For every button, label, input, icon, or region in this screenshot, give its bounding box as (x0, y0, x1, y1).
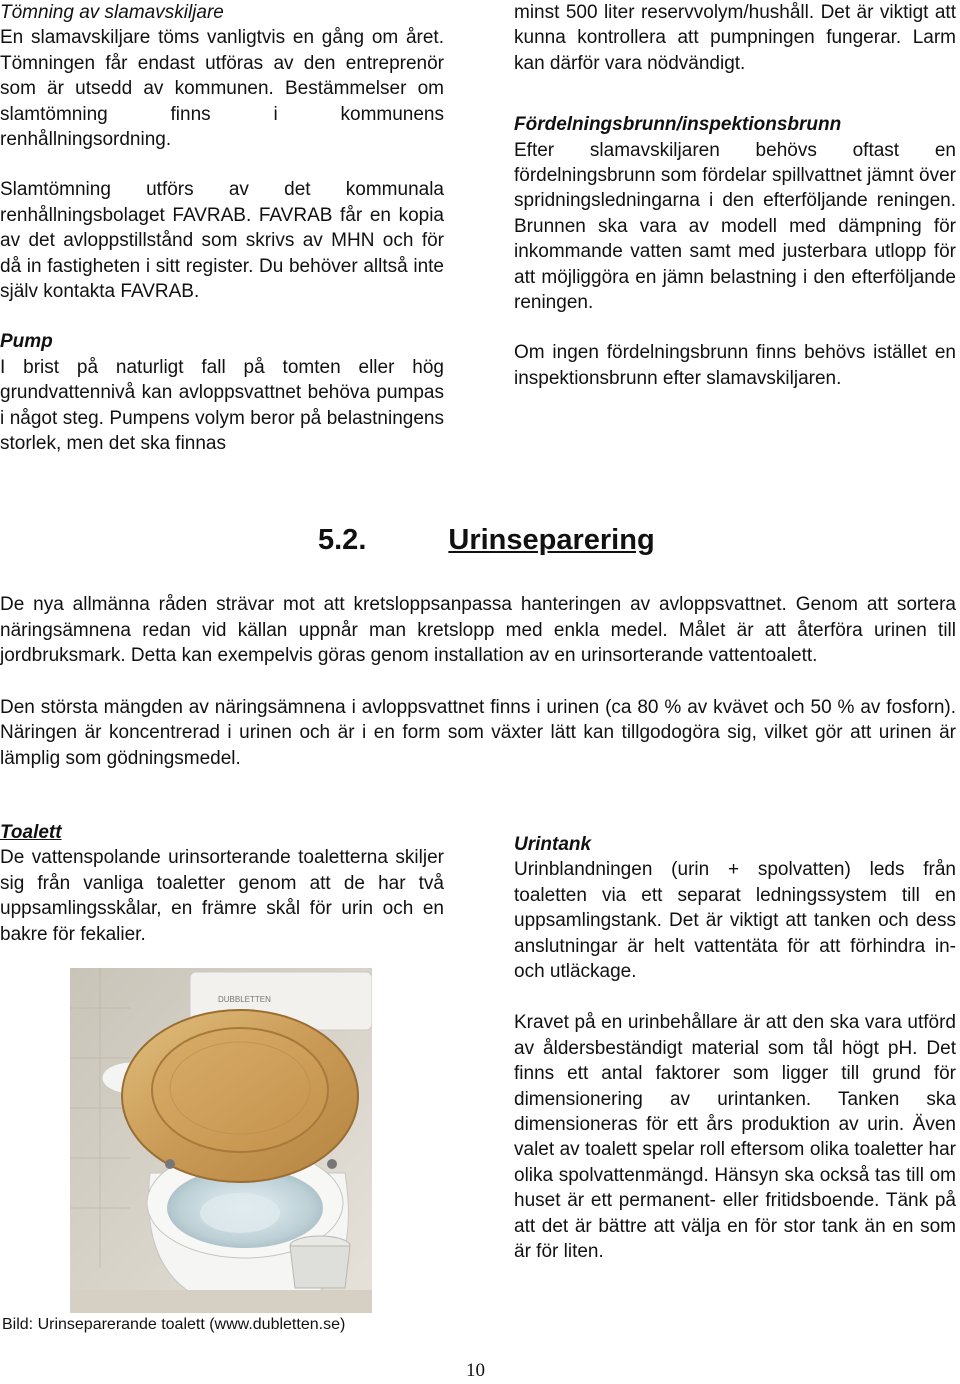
intro-block (0, 592, 956, 772)
inspektion-paragraph: Om ingen fördelningsbrunn finns behövs istället en inspektionsbrunn efter slamavskiljaren. (514, 342, 956, 389)
intro-paragraph: Den största mängden av näringsämnena i avloppsvattnet finns i urinen (ca 80 % av kvävet och 50 % av fosforn). Näringen är koncentrerad i urinen och är i en form som växter lätt kan tillgodogöra sig, vilket gör att urinen är lämplig som gödningsmedel. (0, 696, 956, 769)
urintank-heading: Urintank (514, 834, 592, 855)
tomning-paragraph: En slamavskiljare töms vanligtvis en gång om året. Tömningen får endast utföras av den entreprenör som är utsedd av kommunen. Bestämmelser om slamtömning finns i kommunens renhållningsordning. (0, 27, 444, 151)
sign-text: DUBBLETTEN (218, 995, 271, 1004)
slamtomning-paragraph: Slamtömning utförs av det kommunala renhållningsbolaget FAVRAB. FAVRAB får en kopia av det avloppstillstånd som skrivs av MHN och för då in fastigheten i sitt register. Du behöver alltså inte själv kontakta FAVRAB. (0, 179, 444, 303)
fordelning-heading: Fördelningsbrunn/inspektionsbrunn (514, 114, 842, 136)
right-column (514, 0, 956, 391)
toilet-illustration (70, 968, 372, 1313)
intro-paragraph: De nya allmänna råden strävar mot att kretsloppsanpassa hanteringen av avloppsvattnet. Genom att sortera näringsämnena redan vid källan uppnår man kretslopp med enkla medel. Målet är att återföra urinen till jordbruksmark. Detta kan exempelvis göras genom installation av en urinsorterande vattentoalett. (0, 594, 956, 667)
pump-heading: Pump (0, 331, 53, 353)
toalett-paragraph: De vattenspolande urinsorterande toaletterna skiljer sig från vanliga toaletter genom att de har två uppsamlingsskålar, en främre skål för urin och en bakre för fekalier. (0, 847, 444, 945)
page-number: 10 (466, 1360, 485, 1381)
urintank-paragraph: Urinblandningen (urin + spolvatten) leds från toaletten via ett separat ledningssystem till en uppsamlingstank. Det är viktigt att tanken och dess anslutningar är helt vattentäta för att förhindra in- och utläckage. (514, 859, 956, 983)
tomning-heading: Tömning av slamavskiljare (0, 2, 224, 23)
section-heading (318, 520, 655, 560)
toalett-section (0, 820, 444, 947)
fordelning-paragraph: Efter slamavskiljaren behövs oftast en fördelningsbrunn som fördelar spillvattnet jämnt över spridningsledningarna i den efterföljande reningen. Brunnen ska vara av modell med dämpning för inkommande vatten samt med justerbara utlopp för att möjliggöra en jämn belastning i den efterföljande reningen. (514, 139, 956, 314)
urintank-paragraph: Kravet på en urinbehållare är att den ska vara utförd av åldersbeständigt material som tål högt pH. Det finns ett antal faktorer som ligger till grund för dimensionering av urintanken. Tanken ska dimensioneras för ett års produktion av urin. Även valet av toalett spelar roll eftersom olika toaletter har olika spolvattenmängd. Hänsyn ska också tas till om huset är ett permanent- eller fritidsboende. Tänk på att det är bättre att välja en för stor tank än en som är för liten. (514, 1012, 956, 1263)
section-title: Urinseparering (448, 524, 655, 556)
section-number: 5.2. (318, 524, 367, 556)
pump-paragraph-continued: minst 500 liter reservvolym/hushåll. Det är viktigt att kunna kontrollera att pumpningen fungerar. Larm kan därför vara nödvändigt. (514, 2, 956, 74)
photo-caption: Bild: Urinseparerande toalett (www.dubletten.se) (2, 1316, 346, 1333)
pump-paragraph: I brist på naturligt fall på tomten eller hög grundvattennivå kan avloppsvattnet behöva pumpas i något steg. Pumpens volym beror på belastningens storlek, men det ska finnas (0, 356, 444, 455)
toilet-photo (70, 968, 372, 1313)
left-column (0, 0, 444, 457)
toalett-heading: Toalett (0, 822, 62, 843)
urintank-section (514, 832, 956, 1265)
